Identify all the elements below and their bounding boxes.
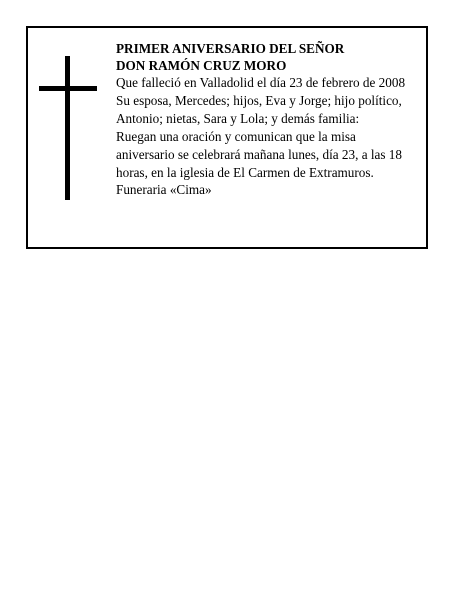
funeral-home-name: Funeraria «Cima» <box>116 182 212 198</box>
notice-body-line: Su esposa, Mercedes; hijos, Eva y Jorge; hijo político, <box>116 92 402 108</box>
notice-body-line: Antonio; nietas, Sara y Lola; y demás familia: <box>116 110 360 126</box>
notice-title-line-1: PRIMER ANIVERSARIO DEL SEÑOR <box>116 41 345 56</box>
notice-body-line: aniversario se celebrará mañana lunes, día 23, a las 18 <box>116 146 402 162</box>
notice-title-line-2: DON RAMÓN CRUZ MORO <box>116 58 287 73</box>
notice-body-line: horas, en la iglesia de El Carmen de Extramuros. <box>116 164 374 180</box>
notice-text-block <box>116 40 421 199</box>
cross-horizontal-bar <box>39 86 97 91</box>
notice-body-line: Que falleció en Valladolid el día 23 de febrero de 2008 <box>116 75 406 90</box>
cross-vertical-bar <box>65 56 70 200</box>
notice-body-line: Ruegan una oración y comunican que la misa <box>116 128 356 144</box>
obituary-notice <box>26 26 428 249</box>
